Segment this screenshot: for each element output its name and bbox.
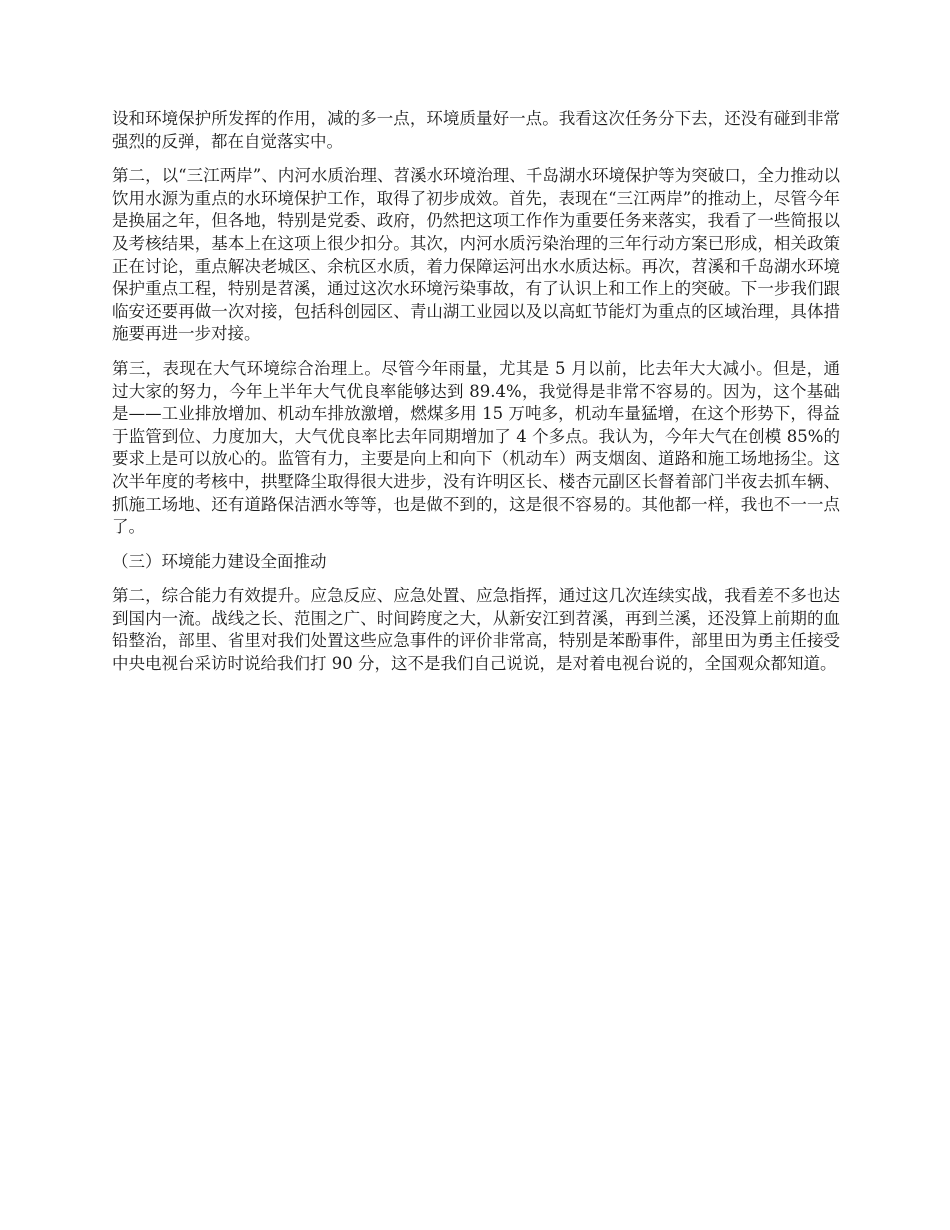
paragraph-capability: 第二，综合能力有效提升。应急反应、应急处置、应急指挥，通过这几次连续实战，我看差不多也达到国内一流。战线之长、范围之广、时间跨度之大，从新安江到苕溪，再到兰溪，还没算上前期的血铅整治，部里、省里对我们处置这些应急事件的评价非常高，特别是苯酚事件，部里田为勇主任接受中央电视台采访时说给我们打 90 分，这不是我们自己说说，是对着电视台说的，全国观众都知道。 [112, 586, 840, 674]
paragraph-air-governance: 第三，表现在大气环境综合治理上。尽管今年雨量，尤其是 5 月以前，比去年大大减小。但是，通过大家的努力，今年上半年大气优良率能够达到 89.4%，我觉得是非常不容易的。因为，这个基础是——工业排放增加、机动车排放激增，燃煤多用 15 万吨多，机动车量猛增，在这个形势下，得益于监管到位、力度加大，大气优良率比去年同期增加了 4 个多点。我认为，今年大气在创模 85%的要求上是可以放心的。监管有力，主要是向上和向下（机动车）两支烟囱、道路和施工场地扬尘。这次半年度的考核中，拱墅降尘取得很大进步，没有许明区长、楼杏元副区长督着部门半夜去抓车辆、抓施工场地、还有道路保洁洒水等等，也是做不到的，这是很不容易的。其他都一样，我也不一一点了。 [112, 358, 840, 537]
paragraph-intro: 设和环境保护所发挥的作用，减的多一点，环境质量好一点。我看这次任务分下去，还没有碰到非常强烈的反弹，都在自觉落实中。 [112, 109, 840, 151]
document-body [112, 108, 840, 688]
paragraph-water-governance: 第二，以“三江两岸”、内河水质治理、苕溪水环境治理、千岛湖水环境保护等为突破口，全力推动以饮用水源为重点的水环境保护工作，取得了初步成效。首先，表现在“三江两岸”的推动上，尽管今年是换届之年，但各地，特别是党委、政府，仍然把这项工作作为重要任务来落实，我看了一些简报以及考核结果，基本上在这项上很少扣分。其次，内河水质污染治理的三年行动方案已形成，相关政策正在讨论，重点解决老城区、余杭区水质，着力保障运河出水水质达标。再次，苕溪和千岛湖水环境保护重点工程，特别是苕溪，通过这次水环境污染事故，有了认识上和工作上的突破。下一步我们跟临安还要再做一次对接，包括科创园区、青山湖工业园以及以高虹节能灯为重点的区域治理，具体措施要再进一步对接。 [112, 166, 840, 344]
section-heading: （三）环境能力建设全面推动 [112, 551, 327, 571]
